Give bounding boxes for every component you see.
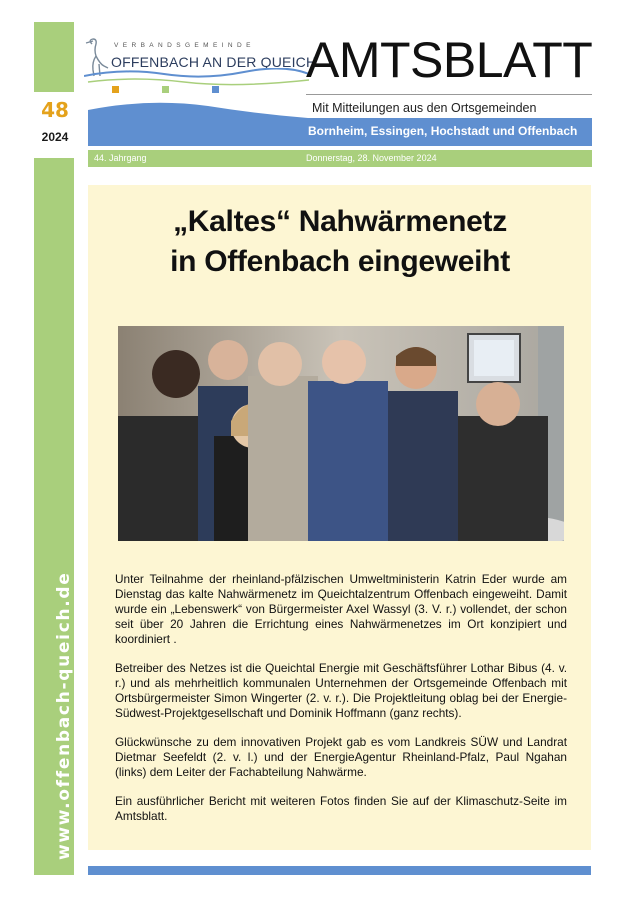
article-photo (118, 326, 564, 541)
footer-band (88, 866, 591, 875)
logo-top-text: VERBANDSGEMEINDE (114, 42, 255, 49)
masthead-divider (306, 94, 592, 95)
article-headline (96, 202, 584, 282)
logo-main-text: OFFENBACH AN DER QUEICH (111, 54, 317, 70)
website-url[interactable]: www.offenbach-queich.de (54, 571, 74, 860)
municipality-logo (84, 34, 317, 94)
headline-line-1: „Kaltes“ Nahwärmenetz (173, 205, 507, 238)
group-photo-illustration (118, 326, 564, 541)
article-paragraph: Ein ausführlicher Bericht mit weiteren Fotos finden Sie auf der Klimaschutz-Seite im Amtsblatt. (115, 794, 567, 823)
headline-line-2: in Offenbach eingeweiht (170, 245, 510, 278)
logo-wave-icon (84, 68, 309, 94)
issue-badge (28, 92, 82, 158)
masthead-subline: Mit Mitteilungen aus den Ortsgemeinden (312, 101, 537, 115)
volume-label: 44. Jahrgang (94, 153, 147, 163)
article-paragraph: Betreiber des Netzes ist die Queichtal Energie mit Geschäftsführer Lothar Bibus (4. v. r.) und als mehrheitlich kommunalen Unternehmen der Ortsgemeinde Offenbach mit Ortsbürgermeister Simon Wingerter (2. v. r.). Die Projektleitung oblag bei der Energie-Südwest-Projektgesellschaft und Dominik Hoffmann (ganz rechts). (115, 661, 567, 720)
masthead-title: AMTSBLATT (306, 32, 593, 88)
towns-list: Bornheim, Essingen, Hochstadt und Offenbach (308, 124, 578, 138)
issue-year: 2024 (41, 130, 69, 144)
issue-date: Donnerstag, 28. November 2024 (306, 153, 437, 163)
issue-number: 48 (41, 98, 69, 122)
article-paragraph: Unter Teilnahme der rheinland-pfälzischen Umweltministerin Katrin Eder wurde am Dienstag das kalte Nahwärmenetz im Queichtalzentrum Offenbach eingeweiht. Damit wurde ein „Lebenswerk“ von Bürgermeister Axel Wassyl (3. V. r.) vollendet, der schon seit über 20 Jahren die Errichtung eines Nahwärmenetzes im Ort konzipiert und koordiniert . (115, 572, 567, 646)
article-paragraph: Glückwünsche zu dem innovativen Projekt gab es vom Landkreis SÜW und Landrat Dietmar Seefeldt (2. v. l.) und der EnergieAgentur Rheinland-Pfalz, Paul Ngahan (links) dem Leiter der Fachabteilung Nahwärme. (115, 735, 567, 779)
article-body (115, 572, 567, 838)
header-wave-icon (88, 96, 308, 120)
